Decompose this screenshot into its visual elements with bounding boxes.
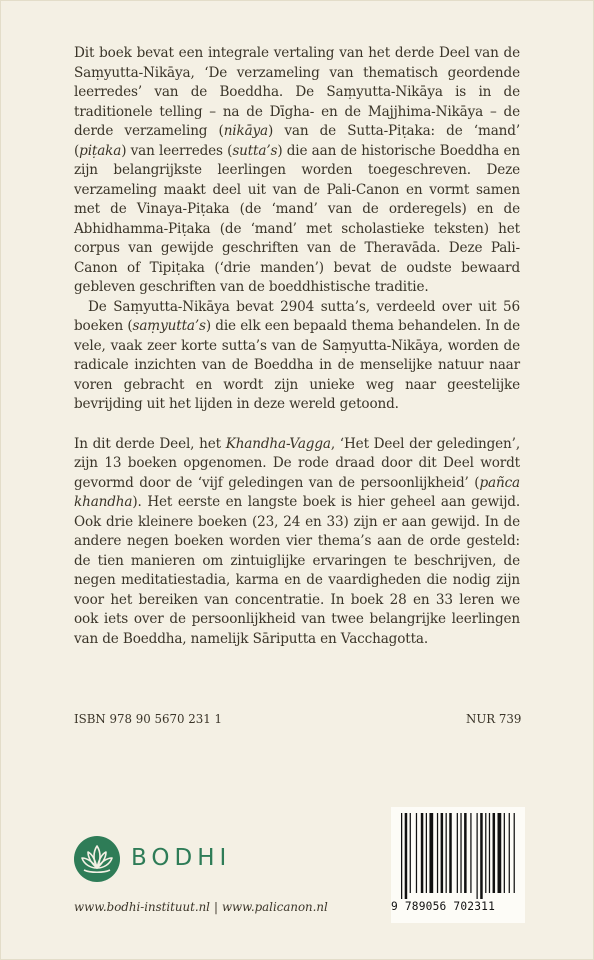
url-palicanon[interactable]: www.palicanon.nl (221, 900, 328, 914)
barcode-bar (504, 813, 505, 893)
barcode-bar (485, 813, 486, 893)
barcode-bar (457, 813, 458, 893)
publisher-name: BODHI (131, 845, 232, 871)
barcode-bar (460, 813, 461, 893)
nur-label: NUR 739 (466, 712, 522, 726)
blurb-paragraph-2: De Saṃyutta-Nikāya bevat 2904 sutta’s, verdeeld over uit 56 boeken (saṃyutta’s) die elk een bepaald thema behandelen. In de vele, vaak zeer korte sutta’s van de Saṃyutta-Nikāya, worden de radicale inzichten van de Boeddha in de menselijke natuur naar voren gebracht en wordt zijn unieke weg naar geestelijke bevrijding uit het lijden in deze wereld getoond. (74, 298, 520, 412)
url-bodhi-instituut[interactable]: www.bodhi-instituut.nl (74, 900, 210, 914)
url-separator: | (213, 900, 218, 914)
barcode-bar (437, 813, 438, 893)
barcode-bar (509, 813, 510, 893)
barcode-bar (489, 813, 490, 893)
barcode-bar (446, 813, 447, 893)
barcode-bar (477, 813, 478, 899)
barcode-bar (464, 813, 467, 893)
barcode-bars (399, 813, 517, 899)
barcode-bar (470, 813, 471, 893)
barcode-bar (426, 813, 427, 893)
blurb-text (74, 44, 520, 649)
blurb-paragraph-3: In dit derde Deel, het Khandha-Vagga, ‘Het Deel der geledingen’, zijn 13 boeken opgenomen. De rode draad door dit Deel wordt gevormd door de ‘vijf geledingen van de persoonlijkheid’ (pañca khandha). Het eerste en langste boek is hier geheel aan gewijd. Ook drie kleinere boeken (23, 24 en 33) zijn er aan gewijd. In de andere negen boeken worden vier thema’s aan de orde gesteld: de tien manieren om zintuiglijke ervaringen te beschrijven, de negen meditatiestadia, karma en de vaardigheden die nodig zijn voor het bereiken van concentratie. In boek 28 en 33 leren we ook iets over de persoonlijkheid van twee belangrijke leerlingen van de Boeddha, namelijk Sāriputta en Vacchagotta. (74, 435, 520, 647)
barcode-bar (514, 813, 515, 893)
isbn-label: ISBN 978 90 5670 231 1 (74, 712, 223, 726)
barcode-bar (493, 813, 496, 893)
barcode-bar (449, 813, 452, 893)
barcode-bar (410, 813, 411, 893)
barcode-bar (401, 813, 402, 899)
barcode-bar (441, 813, 444, 893)
barcode-bar (421, 813, 424, 893)
barcode-bar (405, 813, 408, 899)
barcode-bar (429, 813, 433, 893)
barcode-number: 9 789056 702311 (391, 900, 496, 913)
lotus-icon (74, 836, 120, 882)
barcode-bar (480, 813, 483, 899)
barcode-bar (416, 813, 417, 893)
blurb-paragraph-1: Dit boek bevat een integrale vertaling van het derde Deel van de Saṃyutta-Nikāya, ‘De verzameling van thematisch geordende leerredes’ van de Boeddha. De Saṃyutta-Nikāya is in de traditionele telling – na de Dīgha- en de Majjhima-Nikāya – de derde verzameling (nikāya) van de Sutta-Piṭaka: de ‘mand’ (piṭaka) van leerredes (sutta’s) die aan de historische Boeddha en zijn belangrijkste leerlingen worden toegeschreven. Deze verzameling maakt deel uit van de Pali-Canon en vormt samen met de Vinaya-Piṭaka (de ‘mand’ van de orderegels) en de Abhidhamma-Piṭaka (de ‘mand’ met scholastieke teksten) het corpus van gewijde geschriften van de Theravāda. Deze Pali-Canon of Tipiṭaka (‘drie manden’) bevat de oudste bewaard gebleven geschriften van de boeddhistische traditie. (74, 45, 521, 295)
barcode-bar (498, 813, 502, 893)
website-links (74, 900, 328, 914)
